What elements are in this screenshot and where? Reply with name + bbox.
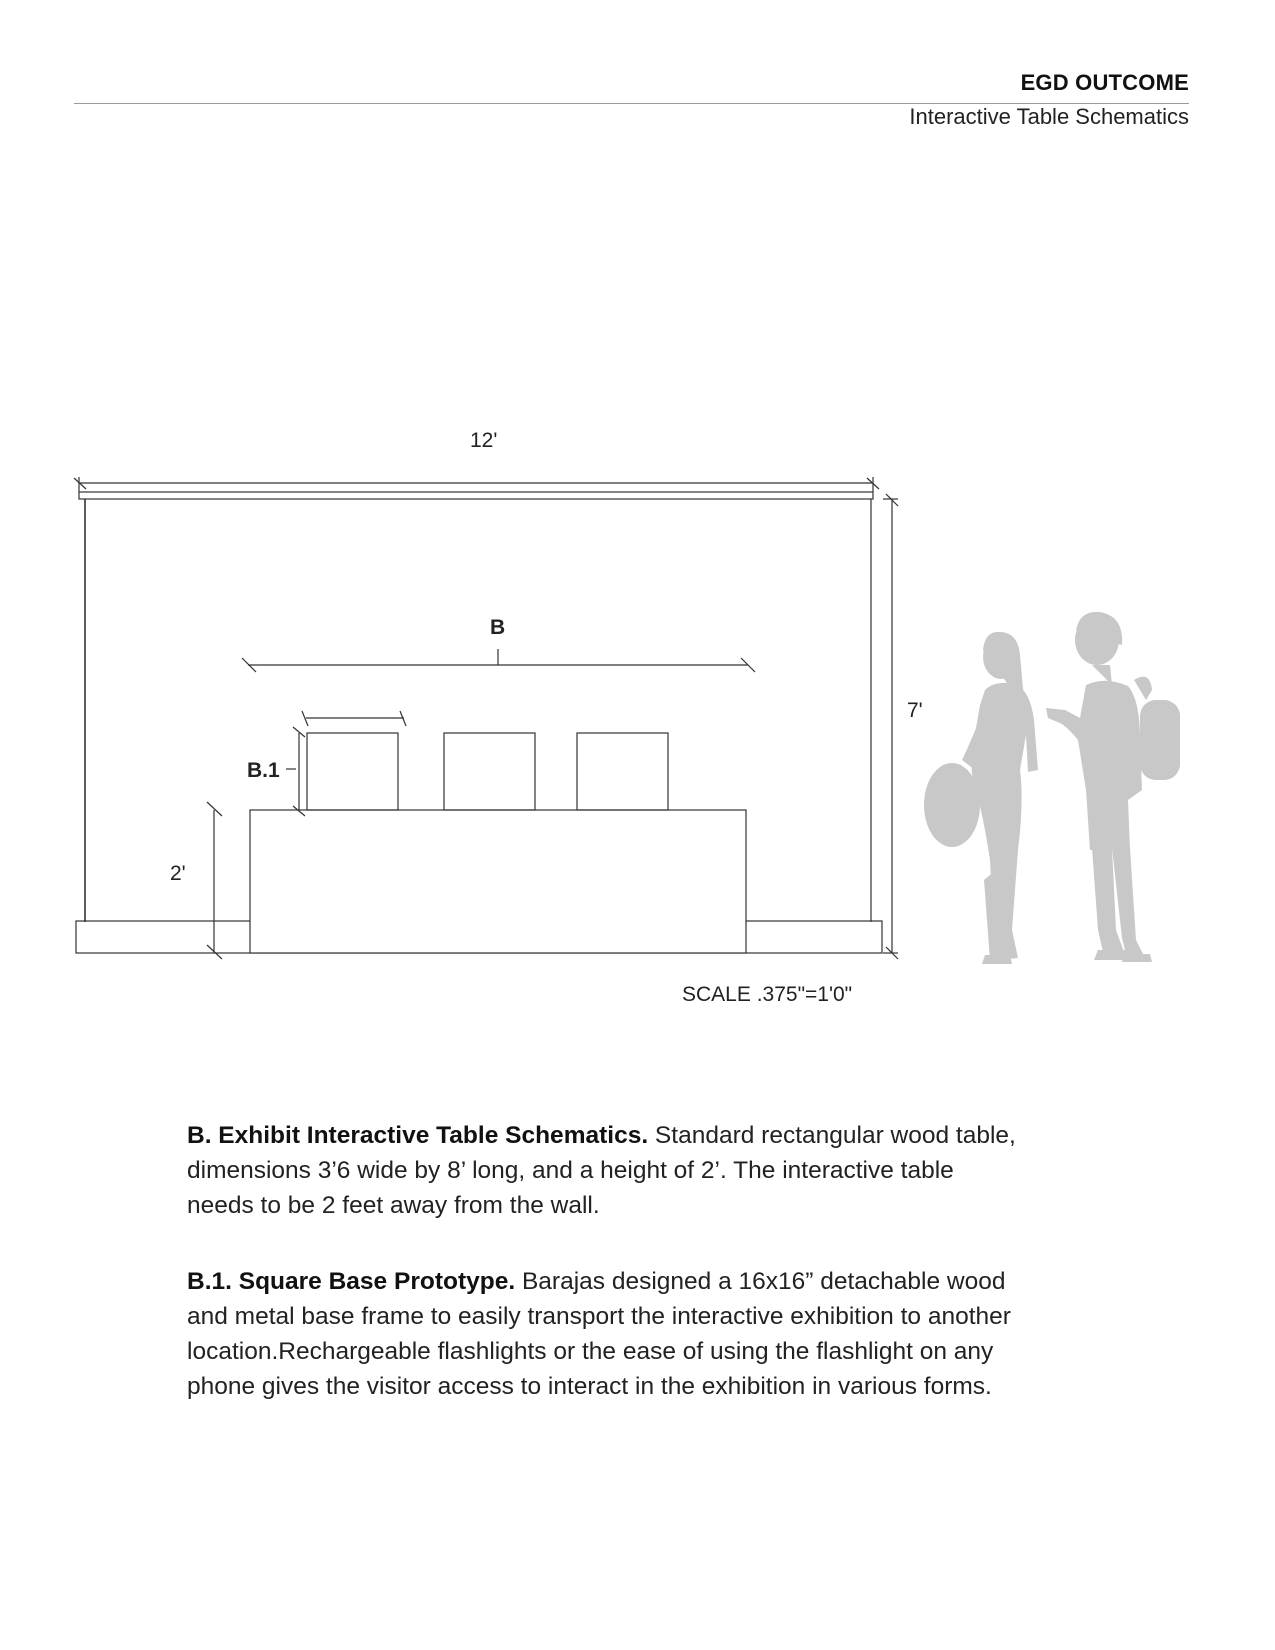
label-b1: B.1 <box>247 759 280 782</box>
square-base-1 <box>307 733 398 810</box>
paragraph-b-body: Standard rectangular wood table, dimensions 3’6 wide by 8’ long, and a height of 2’. The interactive table needs to be 2 feet away from the wall. <box>187 1122 1016 1219</box>
dimension-width-label: 12' <box>470 429 498 452</box>
paragraph-b-heading: B. Exhibit Interactive Table Schematics. <box>187 1122 649 1149</box>
document-title: EGD OUTCOME <box>1020 70 1189 95</box>
document-subtitle: Interactive Table Schematics <box>909 104 1189 129</box>
table-body <box>250 810 746 953</box>
dimension-height-label: 7' <box>907 699 923 722</box>
square-base-3 <box>577 733 668 810</box>
paragraph-b <box>187 1118 1017 1223</box>
people-silhouettes <box>924 612 1180 964</box>
paragraph-b1-heading: B.1. Square Base Prototype. <box>187 1268 516 1295</box>
dimension-table-height-label: 2' <box>170 862 186 885</box>
label-b: B <box>490 616 506 639</box>
square-base-2 <box>444 733 535 810</box>
paragraph-b1 <box>187 1264 1017 1404</box>
scale-label: SCALE .375"=1'0" <box>682 983 853 1006</box>
paragraph-b1-body: Barajas designed a 16x16” detachable wood and metal base frame to easily transport the interactive exhibition to another location.Rechargeable flashlights or the ease of using the flashlight on any phone gives the visitor access to interact in the exhibition in various forms. <box>187 1268 1011 1400</box>
